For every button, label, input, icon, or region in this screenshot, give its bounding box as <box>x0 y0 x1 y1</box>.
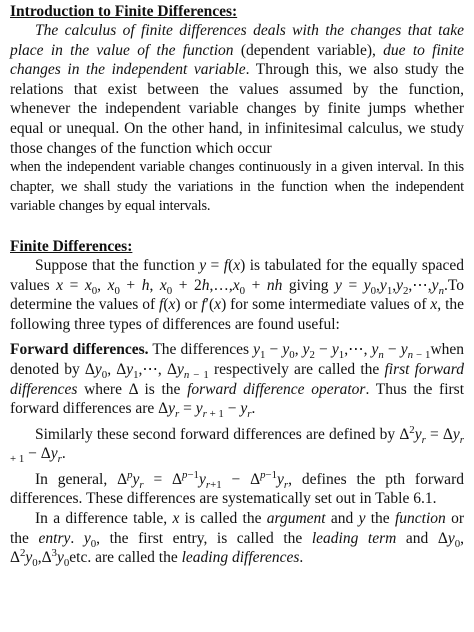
second-differences-paragraph: Similarly these second forward differences are defined by $\Delta^2y_r = \Delta y_{r + 1} - \Delta y_r$. <box>10 423 464 466</box>
difference-table-paragraph: In a difference table, x is called the argument and y the function or the entry. $y_0$, the first entry, is called the leading term and $\Delta y_0$, $\Delta^2y_0,\Delta^3y_0etc$. are called the leading differences. <box>10 510 465 570</box>
intro-paragraph-cont: when the independent variable changes continuously in a given interval. In this chapter, we shall study the variations in the function when the independent variable changes by equal intervals. <box>10 159 464 215</box>
finite-paragraph: Suppose that the function y = f(x) is tabulated for the equally spaced values $x = x_0$, $x_0 + h$, $x_0$ + $2h,\dots,x_0$ + nh giving $y = y_0,y_1,y_2,\cdots,y_n.To$ determine the values of f(x) or f′(x) for some intermediate values of x, the following three types of differences are found useful: <box>10 256 465 333</box>
section-heading-finite: Finite Differences: <box>10 237 133 255</box>
general-differences-paragraph: In general, $\Delta^py_r = \Delta^{p-1}y_{r+1} - \Delta^{p-1}y_r$, defines the pth forward differences. These differences are systematically set out in Table 6.1. <box>10 468 464 508</box>
forward-differences-label: Forward differences. <box>10 341 149 359</box>
forward-differences-paragraph: Forward differences. The differences $y_1 - y_0$, $y_2$ − $y_1,\cdots$, $y_n$ − $y_{n - 1}when$ denoted by $\Delta y_0$, $\Delta y_1,\cdots$, $\Delta y_{n - 1}$ respectively are called the first forward differences where Δ is the forward difference operator. Thus the first forward differences are $\Delta y_r = y_{r + 1} - y_r$. <box>10 341 465 421</box>
section-heading-intro: Introduction to Finite Differences: <box>10 3 238 20</box>
intro-paragraph: The calculus of finite differences deals with the changes that take place in the value of the function (dependent variable), due to finite changes in the independent variable. Through this, we also study the relations that exist between the values assumed by the function, whenever the independent variable changes by finite jumps whether equal or unequal. On the other hand, in infinitesimal calculus, we study those changes of the function which occur <box>10 22 465 157</box>
